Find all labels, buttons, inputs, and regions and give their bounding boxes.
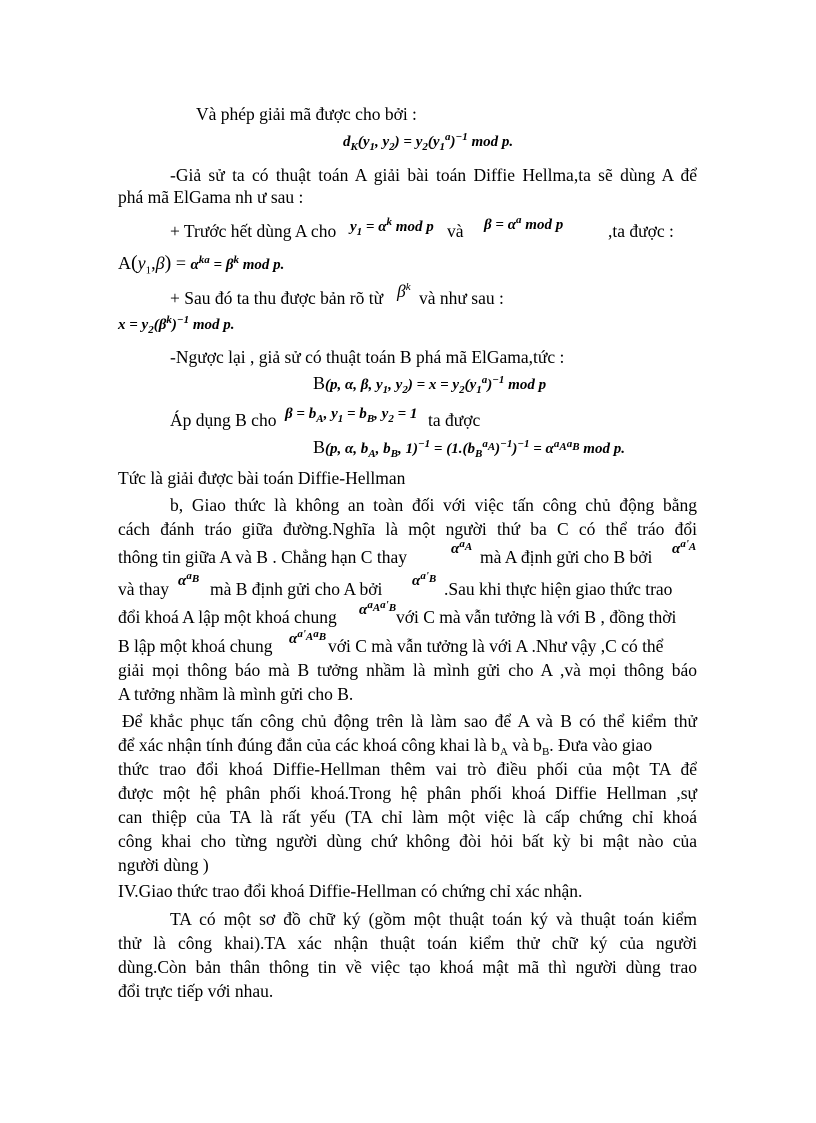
text-line: dùng.Còn bản thân thông tin về việc tạo khoá mật mã thì người dùng trao xyxy=(118,957,697,977)
text-line: đổi khoá A lập một khoá chung xyxy=(118,607,337,627)
formula-key-bc: $\alpha^{a'_Aa_B}$ xyxy=(289,628,327,647)
text-line: b, Giao thức là không an toàn đối với việc tấn công chủ động bằng xyxy=(170,495,697,515)
text-line: cách đánh tráo giữa đường.Nghĩa là một người thứ ba C có thể tráo đổi xyxy=(118,519,697,539)
text-line: công khai cho từng người dùng chứ không đòi hỏi bất kỳ bi mật nào của xyxy=(118,831,697,851)
text-line: Áp dụng B cho xyxy=(170,410,277,430)
text-line: + Trước hết dùng A cho xyxy=(170,221,337,241)
text-line: B lập một khoá chung xyxy=(118,636,273,656)
text-line: được một hệ phân phối khoá.Trong hệ phân phối khoá Diffie Hellman ,sự xyxy=(118,783,697,803)
text-line: A tưởng nhầm là mình gửi cho B. xyxy=(118,684,354,704)
text-line: và xyxy=(447,221,464,241)
text-line: thông tin giữa A và B . Chẳng hạn C thay xyxy=(118,547,407,567)
text-line: + Sau đó ta thu được bản rõ từ xyxy=(170,288,384,308)
section-heading: IV.Giao thức trao đổi khoá Diffie-Hellman có chứng chỉ xác nhận. xyxy=(118,881,583,901)
text-line: mà A định gửi cho B bởi xyxy=(480,547,653,567)
text-line: để xác nhận tính đúng đắn của các khoá công khai là $b_A$ và $b_B$. Đưa vào giao xyxy=(118,735,653,758)
text-line: thử là công khai).TA xác nhận thuật toán kiểm thử chữ ký của người xyxy=(118,933,697,953)
formula-plaintext: $x = y_2(\beta^k)^{-1}$ mod p. xyxy=(118,314,235,336)
text-line: .Sau khi thực hiện giao thức trao xyxy=(444,579,673,599)
formula-substitution: $\beta = b_A$, $y_1 = b_B$, $y_2 = 1$ xyxy=(285,406,418,425)
text-line: đổi trực tiếp với nhau. xyxy=(118,981,274,1001)
formula-b-result: B(p, α, $b_A$, $b_B$, $1)^{-1} = (1.(b_B^{a_A})^{-1})^{-1} = \alpha^{a_Aa_B}$ mod p. xyxy=(313,437,625,460)
formula-y1: $y_1 = \alpha^k$ mod p xyxy=(350,216,434,238)
text-line: thức trao đổi khoá Diffie-Hellman thêm vai trò điều phối của một TA để xyxy=(118,759,697,779)
formula-key-ac: $\alpha^{a_Aa'_B}$ xyxy=(359,599,397,618)
formula-a-oracle: $A(y_1,\beta) = \alpha^{ka} = \beta^k$ mod p. xyxy=(118,252,285,277)
text-line: Để khắc phục tấn công chủ động trên là làm sao để A và B có thể kiểm thử xyxy=(122,711,697,731)
formula-alpha-aA-prime: $\alpha^{a'_A}$ xyxy=(672,538,697,557)
formula-beta-k: $\beta^k$ xyxy=(397,281,411,301)
text-line: phá mã ElGama nh ư sau : xyxy=(118,187,304,207)
formula-alpha-aB: $\alpha^{a_B}$ xyxy=(178,570,200,589)
text-line: ,ta được : xyxy=(608,221,674,241)
text-line: Tức là giải được bài toán Diffie-Hellman xyxy=(118,468,406,488)
formula-beta: $\beta = \alpha^a$ mod p xyxy=(484,214,564,233)
text-line: người dùng ) xyxy=(118,855,209,875)
text-line: và như sau : xyxy=(419,288,504,308)
text-line: mà B định gửi cho A bởi xyxy=(210,579,383,599)
formula-b-oracle: B(p, α, β, $y_1$, $y_2) = x = y_2(y_1^a)^{-1}$ mod p xyxy=(313,373,547,396)
formula-alpha-aA: $\alpha^{a_A}$ xyxy=(451,538,473,557)
text-line: Và phép giải mã được cho bởi : xyxy=(196,104,417,124)
text-line: và thay xyxy=(118,579,170,599)
text-line: -Ngược lại , giả sử có thuật toán B phá mã ElGama,tức : xyxy=(170,347,565,367)
text-line: giải mọi thông báo mà B tưởng nhầm là mình gửi cho A ,và mọi thông báo xyxy=(118,660,697,680)
text-line: -Giả sử ta có thuật toán A giải bài toán Diffie Hellma,ta sẽ dùng A để xyxy=(170,165,697,185)
formula-decryption: $d_K(y_1$, $y_2) = y_2(y_1^a)^{-1}$ mod p. xyxy=(343,131,514,153)
text-line: ta được xyxy=(428,410,481,430)
text-line: với C mà vẫn tưởng là với A .Như vậy ,C có thể xyxy=(328,636,664,656)
text-line: TA có một sơ đồ chữ ký (gồm một thuật toán ký và thuật toán kiểm xyxy=(170,909,697,929)
text-line: với C mà vẫn tưởng là với B , đồng thời xyxy=(396,607,677,627)
text-line: can thiệp của TA là rất yếu (TA chỉ làm một việc là cấp chứng chỉ khoá xyxy=(118,807,697,827)
formula-alpha-aB-prime: $\alpha^{a'_B}$ xyxy=(412,570,437,589)
